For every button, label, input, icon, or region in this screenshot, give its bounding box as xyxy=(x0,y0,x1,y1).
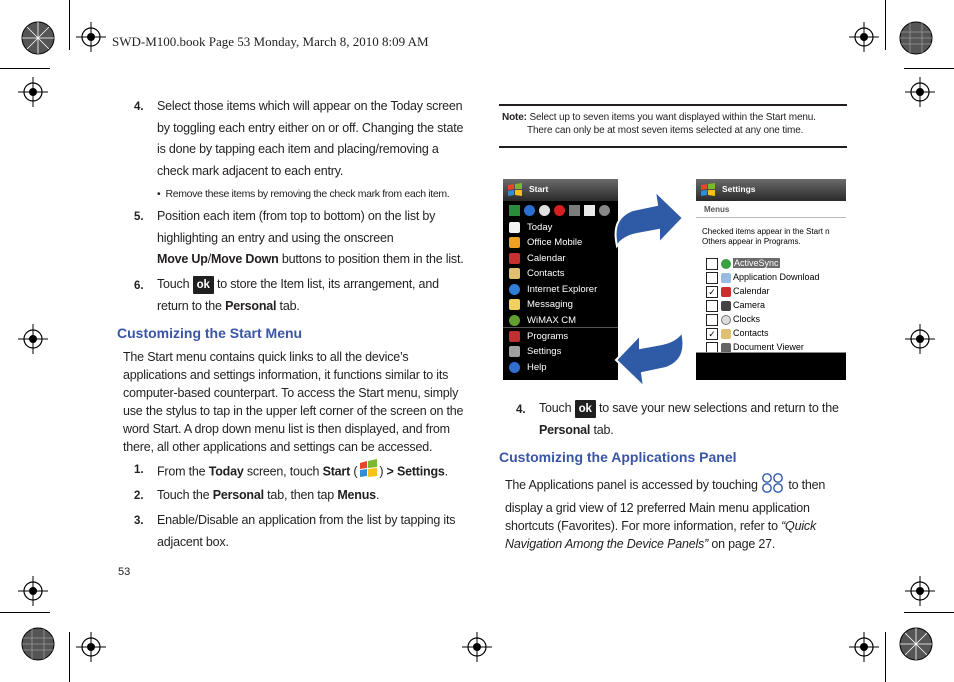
app-icon xyxy=(554,205,565,216)
menu-item-clocks[interactable]: Clocks xyxy=(706,313,760,326)
office-icon xyxy=(509,237,520,248)
help-icon xyxy=(509,362,520,373)
section-heading-start-menu: Customizing the Start Menu xyxy=(117,325,303,341)
registration-mark-icon xyxy=(18,576,48,606)
checkbox[interactable] xyxy=(706,258,718,270)
divider xyxy=(696,352,846,353)
color-target-icon xyxy=(20,626,56,662)
step-number: 4. xyxy=(134,101,144,113)
registration-mark-icon xyxy=(849,632,879,662)
start-item-contacts[interactable]: Contacts xyxy=(509,266,565,281)
checkbox[interactable]: ✓ xyxy=(706,328,718,340)
clock-icon xyxy=(721,315,731,325)
today-icon xyxy=(509,222,520,233)
step-5-text: Position each item (from top to bottom) on the list by highlighting an entry and using the onscreen Move Up/Move Down buttons to position them in the list. xyxy=(157,209,464,266)
checkbox[interactable]: ✓ xyxy=(706,286,718,298)
checkbox[interactable] xyxy=(706,272,718,284)
color-target-icon xyxy=(898,20,934,56)
tab-menus[interactable]: Menus xyxy=(704,205,730,214)
start-item-wimax[interactable]: WiMAX CM xyxy=(509,313,576,328)
color-target-icon xyxy=(20,20,56,56)
windows-start-icon xyxy=(507,182,523,203)
registration-mark-icon xyxy=(76,632,106,662)
registration-mark-icon xyxy=(905,576,935,606)
applications-panel-paragraph: The Applications panel is accessed by touching to then display a grid view of 12 preferred Main menu application shortcuts (Favorites). For more information, refer to “Quick Navigation Among the Device Panels” on page 27. xyxy=(505,472,850,553)
start-item-internet-explorer[interactable]: Internet Explorer xyxy=(509,282,597,297)
app-icon xyxy=(539,205,550,216)
app-icon xyxy=(584,205,595,216)
step-number: 2. xyxy=(134,490,144,502)
internet-explorer-icon xyxy=(509,284,520,295)
registration-mark-icon xyxy=(905,324,935,354)
download-icon xyxy=(721,273,731,283)
wimax-icon xyxy=(509,315,520,326)
menu-item-calendar[interactable]: ✓ Calendar xyxy=(706,285,770,298)
bullet-note: • Remove these items by removing the check mark from each item. xyxy=(157,188,450,200)
ok-button-icon: ok xyxy=(193,276,214,294)
settings-menus-screenshot xyxy=(696,179,846,380)
checkbox[interactable] xyxy=(706,300,718,312)
menu-item-document-viewer[interactable]: Document Viewer xyxy=(706,341,804,353)
right-step-4-text: Touch ok to save your new selections and return to the Personal tab. xyxy=(539,401,839,437)
left-arrow-icon xyxy=(612,320,694,395)
registration-mark-icon xyxy=(849,22,879,52)
start-menu-paragraph: The Start menu contains quick links to all the device’s applications and settings information, it functions similar to its computer-based counterpart. To access the Start menu, simply use the stylus to tap in the upper left corner of the screen on the word Start. A drop down menu list is then displayed, and from there, all other applications and settings can be accessed. xyxy=(123,350,464,454)
programs-icon xyxy=(509,331,520,342)
start-item-help[interactable]: Help xyxy=(509,360,547,375)
checkbox[interactable] xyxy=(706,314,718,326)
page-number: 53 xyxy=(118,566,131,578)
contacts-icon xyxy=(721,329,731,339)
registration-mark-icon xyxy=(18,324,48,354)
settings-description: Checked items appear in the Start n Others appear in Programs. xyxy=(702,227,830,246)
start-item-programs[interactable]: Programs xyxy=(509,329,568,344)
menu-item-camera[interactable]: Camera xyxy=(706,299,765,312)
section1-step-1: From the Today screen, touch Start ( ) > Settings. xyxy=(157,459,448,485)
step-number: 6. xyxy=(134,280,144,292)
settings-panel xyxy=(696,201,846,353)
menu-item-activesync[interactable]: ActiveSync xyxy=(706,257,780,270)
step-number: 5. xyxy=(134,211,144,223)
start-menu-screenshot xyxy=(503,179,618,380)
ok-button-icon: ok xyxy=(575,400,596,418)
windows-start-icon xyxy=(700,182,716,203)
print-header: SWD-M100.book Page 53 Monday, March 8, 2010 8:09 AM xyxy=(112,34,429,49)
menu-item-application-download[interactable]: Application Download xyxy=(706,271,820,284)
step-6-text: Touch ok to store the Item list, its arrangement, and return to the Personal tab. xyxy=(157,277,439,313)
start-item-calendar[interactable]: Calendar xyxy=(509,251,566,266)
start-item-messaging[interactable]: Messaging xyxy=(509,297,573,312)
step-number: 1. xyxy=(134,464,144,476)
divider xyxy=(503,327,618,328)
step-number: 3. xyxy=(134,515,144,527)
settings-icon xyxy=(509,346,520,357)
applications-panel-icon xyxy=(761,472,785,499)
contacts-icon xyxy=(509,268,520,279)
section-heading-applications-panel: Customizing the Applications Panel xyxy=(499,449,737,465)
recent-apps-row xyxy=(507,204,615,217)
app-icon xyxy=(509,205,520,216)
note-text: Note: Select up to seven items you want displayed within the Start menu. There can only be at most seven items selected at any one time. xyxy=(502,112,816,136)
windows-start-icon xyxy=(357,459,379,485)
color-target-icon xyxy=(898,626,934,662)
section1-step-2: Touch the Personal tab, then tap Menus. xyxy=(157,488,380,502)
menu-item-contacts[interactable]: ✓ Contacts xyxy=(706,327,769,340)
note-box xyxy=(499,104,847,148)
camera-icon xyxy=(721,301,731,311)
registration-mark-icon xyxy=(905,77,935,107)
registration-mark-icon xyxy=(462,632,492,662)
start-title-bar: Start xyxy=(503,179,618,201)
step-4-text: Select those items which will appear on the Today screen by toggling each entry either on or off. Changing the state is done by tapping each item and placing/removing a check mark adjacent to each entry. xyxy=(157,99,464,178)
registration-mark-icon xyxy=(18,77,48,107)
settings-title-bar: Settings xyxy=(696,179,846,201)
registration-mark-icon xyxy=(76,22,106,52)
start-item-office-mobile[interactable]: Office Mobile xyxy=(509,235,582,250)
calendar-icon xyxy=(509,253,520,264)
activesync-icon xyxy=(721,259,731,269)
divider xyxy=(696,217,846,218)
messaging-icon xyxy=(509,299,520,310)
app-icon xyxy=(569,205,580,216)
start-item-settings[interactable]: Settings xyxy=(509,344,561,359)
calendar-icon xyxy=(721,287,731,297)
step-number: 4. xyxy=(516,404,526,416)
app-icon xyxy=(524,205,535,216)
start-item-today[interactable]: Today xyxy=(509,220,552,235)
right-arrow-icon xyxy=(603,188,685,263)
section1-step-3: Enable/Disable an application from the list by tapping its adjacent box. xyxy=(157,513,456,549)
